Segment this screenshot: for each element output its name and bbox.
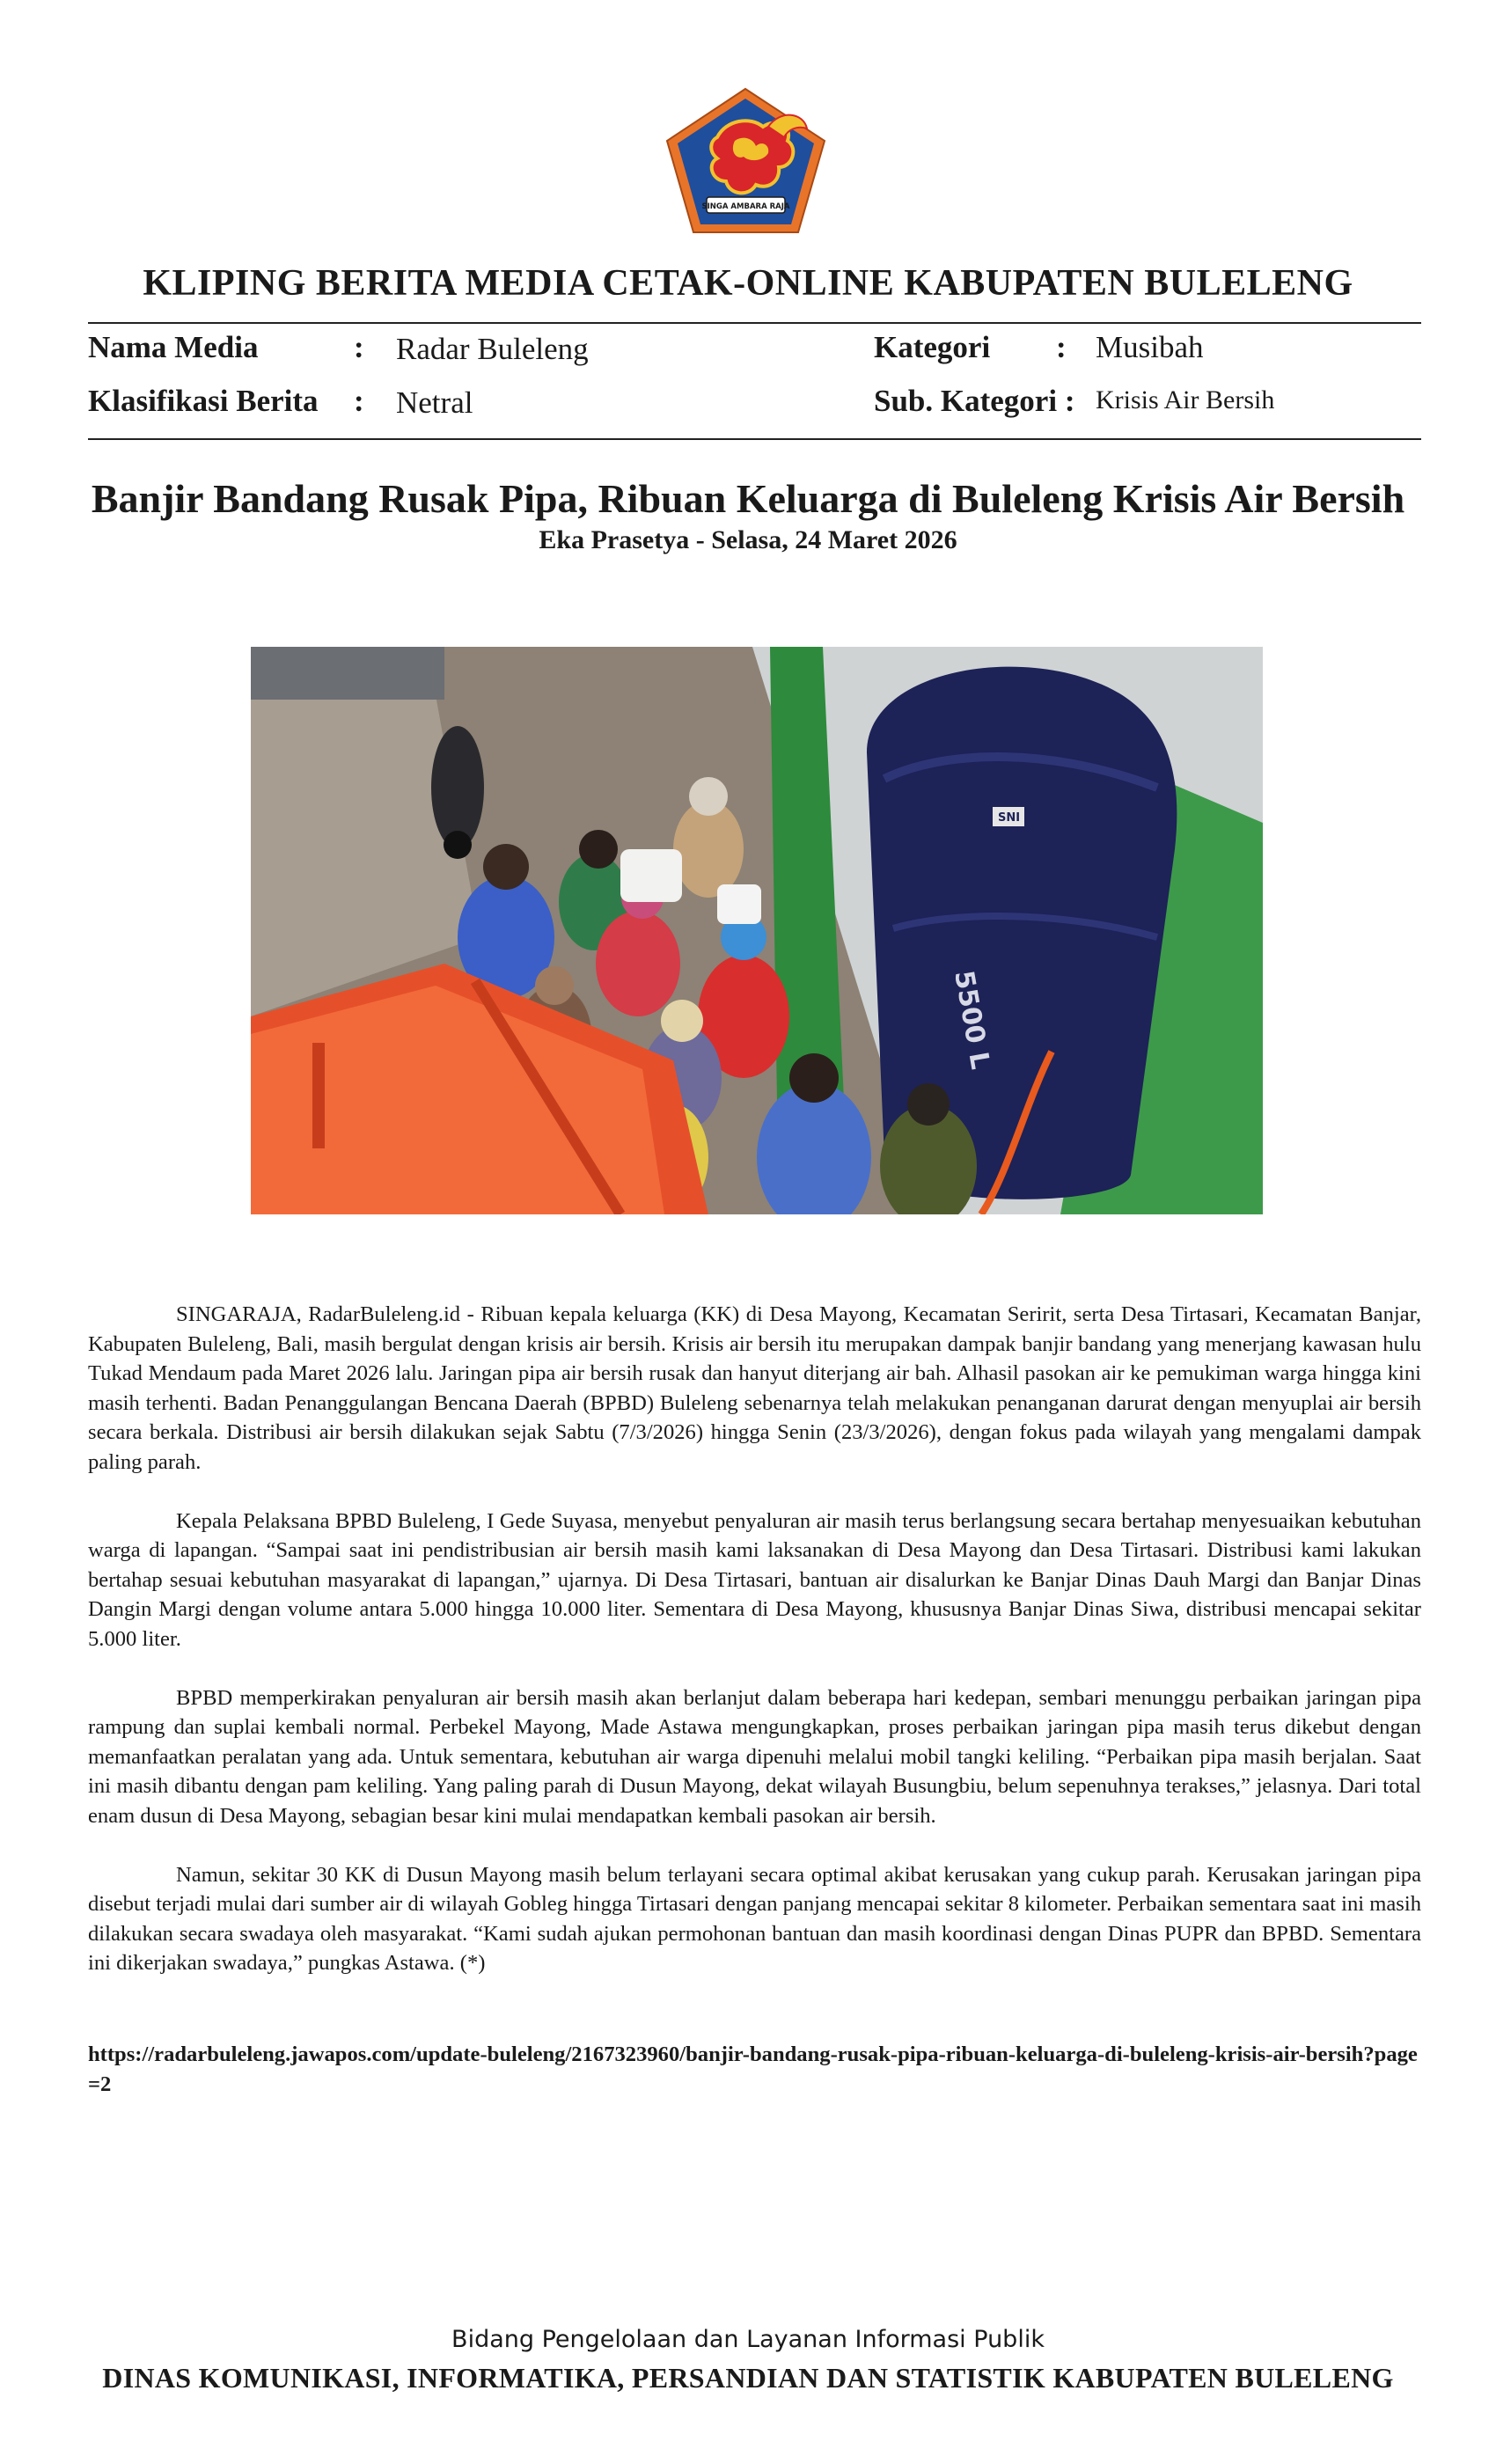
article-paragraph-4: Namun, sekitar 30 KK di Dusun Mayong masih belum terlayani secara optimal akibat kerusakan yang cukup parah. Kerusakan jaringan pipa disebut terjadi mulai dari sumber air di wilayah Gobleg hingga Tirtasari dengan panjang mencapai sekitar 8 kilometer. Perbaikan sementara saat ini masih dilakukan secara swadaya oleh masyarakat. “Kami sudah ajukan permohonan bantuan dan masih koordinasi dengan Dinas PUPR dan BPBD. Sementara ini dikerjakan swadaya,” pungkas Astawa. (*)	[88, 1862, 1421, 1975]
media-label: Nama Media	[88, 330, 259, 364]
media-value: Radar Buleleng	[396, 332, 589, 366]
article-byline: Eka Prasetya - Selasa, 24 Maret 2026	[539, 525, 957, 554]
document-title: KLIPING BERITA MEDIA CETAK-ONLINE KABUPATEN BULELENG	[143, 263, 1353, 304]
article-paragraph-1: SINGARAJA, RadarBuleleng.id - Ribuan kepala keluarga (KK) di Desa Mayong, Kecamatan Seririt, serta Desa Tirtasari, Kecamatan Banjar, Kabupaten Buleleng, Bali, masih bergulat dengan krisis air bersih. Krisis air bersih itu merupakan dampak banjir bandang yang menerjang kawasan hulu Tukad Mendaum pada Maret 2026 lalu. Jaringan pipa air bersih rusak dan hanyut diterjang air bah. Alhasil pasokan air ke pemukiman warga hingga kini masih terhenti. Badan Penanggulangan Bencana Daerah (BPBD) Buleleng sebenarnya telah melakukan penanganan darurat dengan menyuplai air bersih secara berkala. Distribusi air bersih dilakukan sejak Sabtu (7/3/2026) hingga Senin (23/3/2026), dengan fokus pada wilayah yang mengalami dampak paling parah.	[88, 1302, 1421, 1474]
article-paragraph-3: BPBD memperkirakan penyaluran air bersih masih akan berlanjut dalam beberapa hari kedepan, sembari menunggu perbaikan jaringan pipa rampung dan suplai kembali normal. Perbekel Mayong, Made Astawa mengungkapkan, proses perbaikan jaringan pipa masih terus dikebut dengan memanfaatkan peralatan yang ada. Untuk sementara, kebutuhan air warga dipenuhi melalui mobil tangki keliling. “Perbaikan pipa masih berjalan. Saat ini masih dibantu dengan pam keliling. Yang paling parah di Dusun Mayong, dekat wilayah Busungbiu, belum sepenuhnya terakses,” jelasnya. Dari total enam dusun di Desa Mayong, sebagian besar kini mulai mendapatkan kembali pasokan air bersih.	[88, 1685, 1421, 1828]
media-colon: :	[354, 330, 364, 364]
tank-capacity-label: 5500 L	[948, 968, 996, 1072]
category-colon: :	[1056, 330, 1067, 364]
subcategory-label: Sub. Kategori :	[874, 384, 1075, 418]
metadata-row-2	[0, 384, 1496, 428]
source-url-link[interactable]: https://radarbuleleng.jawapos.com/update-buleleng/2167323960/banjir-bandang-rusak-pipa-ribuan-keluarga-di-buleleng-krisis-air-bersih?page=2	[88, 2042, 1418, 2096]
metadata-row-1	[0, 330, 1496, 374]
category-label: Kategori	[874, 330, 991, 364]
header-divider-top	[88, 322, 1421, 324]
article-photo	[251, 647, 1263, 1214]
classification-label: Klasifikasi Berita	[88, 384, 319, 418]
article-body	[88, 1300, 1421, 2007]
tank-brand-mark: SNI	[998, 811, 1021, 825]
subcategory-value: Krisis Air Bersih	[1096, 385, 1275, 414]
logo-motto: SINGA AMBARA RAJA	[701, 202, 790, 211]
category-value: Musibah	[1096, 330, 1204, 364]
article-headline: Banjir Bandang Rusak Pipa, Ribuan Keluarga di Buleleng Krisis Air Bersih	[91, 476, 1405, 521]
regency-emblem-logo	[664, 86, 827, 236]
article-paragraph-2: Kepala Pelaksana BPBD Buleleng, I Gede Suyasa, menyebut penyaluran air masih terus berlangsung secara bertahap menyesuaikan kebutuhan warga di lapangan. “Sampai saat ini pendistribusian air bersih masih kami laksanakan di Desa Mayong dan Desa Tirtasari. Distribusi kami lakukan bertahap sesuai kebutuhan masyarakat di lapangan,” ujarnya. Di Desa Tirtasari, bantuan air disalurkan ke Banjar Dinas Dauh Margi dan Banjar Dinas Dangin Margi dengan volume antara 5.000 hingga 10.000 liter. Sementara di Desa Mayong, khususnya Banjar Dinas Siwa, distribusi mencapai sekitar 5.000 liter.	[88, 1508, 1421, 1651]
footer-division: Bidang Pengelolaan dan Layanan Informasi Publik	[451, 2326, 1045, 2353]
classification-colon: :	[354, 384, 364, 418]
classification-value: Netral	[396, 385, 473, 420]
footer-agency: DINAS KOMUNIKASI, INFORMATIKA, PERSANDIAN DAN STATISTIK KABUPATEN BULELENG	[102, 2362, 1394, 2394]
header-divider-bottom	[88, 438, 1421, 440]
